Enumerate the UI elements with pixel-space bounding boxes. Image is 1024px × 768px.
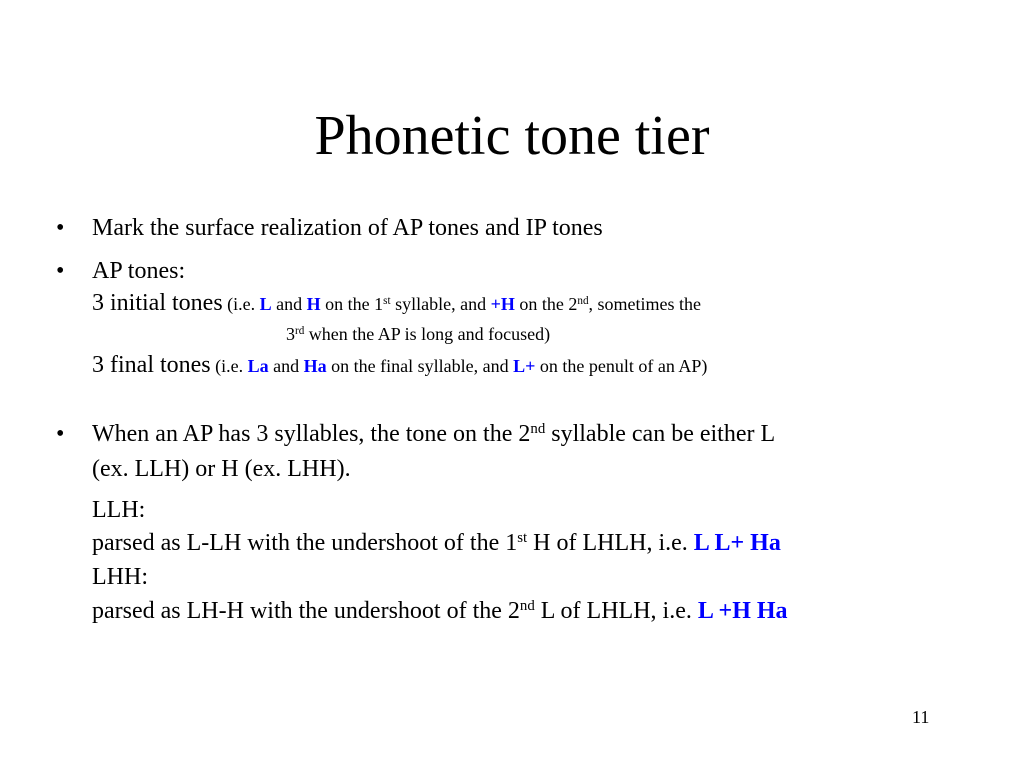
bullet-marker: • xyxy=(56,215,65,241)
initial-tones-line xyxy=(92,288,701,318)
llh-parse-line: parsed as L-LH with the undershoot of the 1st H of LHLH, i.e. L L+ Ha xyxy=(92,529,781,556)
bullet-1-text: Mark the surface realization of AP tones and IP tones xyxy=(92,215,603,241)
bullet-3-text-cont: (ex. LLH) or H (ex. LHH). xyxy=(92,456,351,482)
bullet-marker: • xyxy=(56,421,65,447)
final-tones-note: (i.e. La and Ha on the final syllable, and L+ on the penult of an AP) xyxy=(210,356,708,376)
llh-label: LLH: xyxy=(92,497,146,523)
lhh-tones: L +H Ha xyxy=(697,598,788,624)
initial-tones-note-cont: 3rd when the AP is long and focused) xyxy=(286,324,551,344)
slide-title: Phonetic tone tier xyxy=(314,105,710,167)
lhh-parse-line: parsed as LH-H with the undershoot of the 2nd L of LHLH, i.e. L +H Ha xyxy=(92,597,788,624)
bullet-3-text: When an AP has 3 syllables, the tone on the 2nd syllable can be either L xyxy=(92,420,776,447)
final-tones-line xyxy=(92,350,707,380)
bullet-2-heading: AP tones: xyxy=(92,258,186,284)
final-tones-label: 3 final tones xyxy=(92,352,211,378)
initial-tones-note: (i.e. L and H on the 1st syllable, and +H on the 2nd, sometimes the xyxy=(222,294,702,314)
page-number: 11 xyxy=(912,707,930,727)
initial-tones-label: 3 initial tones xyxy=(92,290,223,316)
lhh-label: LHH: xyxy=(92,564,148,590)
llh-tones: L L+ Ha xyxy=(693,530,781,556)
bullet-marker: • xyxy=(56,258,65,284)
